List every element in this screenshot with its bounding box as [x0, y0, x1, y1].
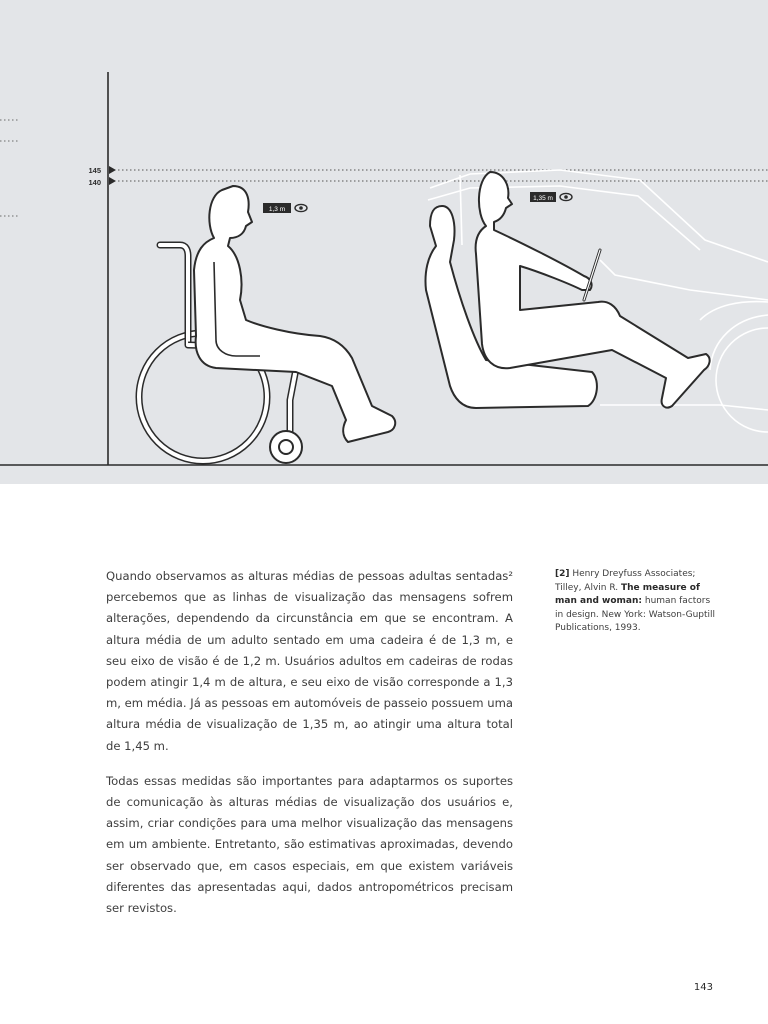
footnote-rest: human factors in design. New York: Watson-Guptill Publications, 1993.: [555, 596, 716, 634]
anthropometric-illustration: [0, 0, 768, 484]
mark-140-arrow: [109, 177, 116, 185]
car-height-label: 1,35 m: [533, 195, 553, 202]
wheelchair-height-label: 1,3 m: [268, 206, 286, 213]
footnote-author: Henry Dreyfuss Associates; Tilley, Alvin R.: [555, 569, 696, 593]
car-driver-figure: [425, 172, 709, 408]
body-text: [106, 566, 513, 933]
page-number: 143: [693, 982, 713, 993]
left-guide-lines: [0, 120, 18, 216]
eye-icon: [560, 193, 572, 200]
footnote-title: The measure of man and woman:: [555, 582, 700, 607]
paragraph-1: Quando observamos as alturas médias de pessoas adultas sentadas² percebemos que as linhas de visualização das mensagens sofrem alterações, dependendo da circunstância em que se encontram. A altura média de um adulto sentado em uma cadeira é de 1,3 m, e seu eixo de visão é de 1,2 m. Usuários adultos em cadeiras de rodas podem atingir 1,4 m de altura, e seu eixo de visão corresponde a 1,3 m, em média. Já as pessoas em automóveis de passeio possuem uma altura média de visualização de 1,35 m, ao atingir uma altura total de 1,45 m.: [106, 569, 513, 753]
mark-140-label: 140: [88, 178, 101, 187]
eye-icon: [295, 204, 307, 211]
footnote: [555, 568, 715, 636]
axis-marks: [88, 166, 768, 187]
footnote-ref: [2]: [555, 569, 570, 579]
figure-svg: [0, 0, 768, 484]
wheelchair-figure: [139, 186, 395, 463]
mark-145-label: 145: [88, 166, 101, 175]
paragraph-2: Todas essas medidas são importantes para adaptarmos os suportes de comunicação às alturas médias de visualização dos usuários e, assim, criar condições para uma melhor visualização das mensagens em um ambiente. Entretanto, são estimativas aproximadas, devendo ser observado que, em casos especiais, em que existem variáveis diferentes das apresentadas aqui, dados antropométricos precisam ser revistos.: [106, 773, 513, 916]
mark-145-arrow: [109, 166, 116, 174]
